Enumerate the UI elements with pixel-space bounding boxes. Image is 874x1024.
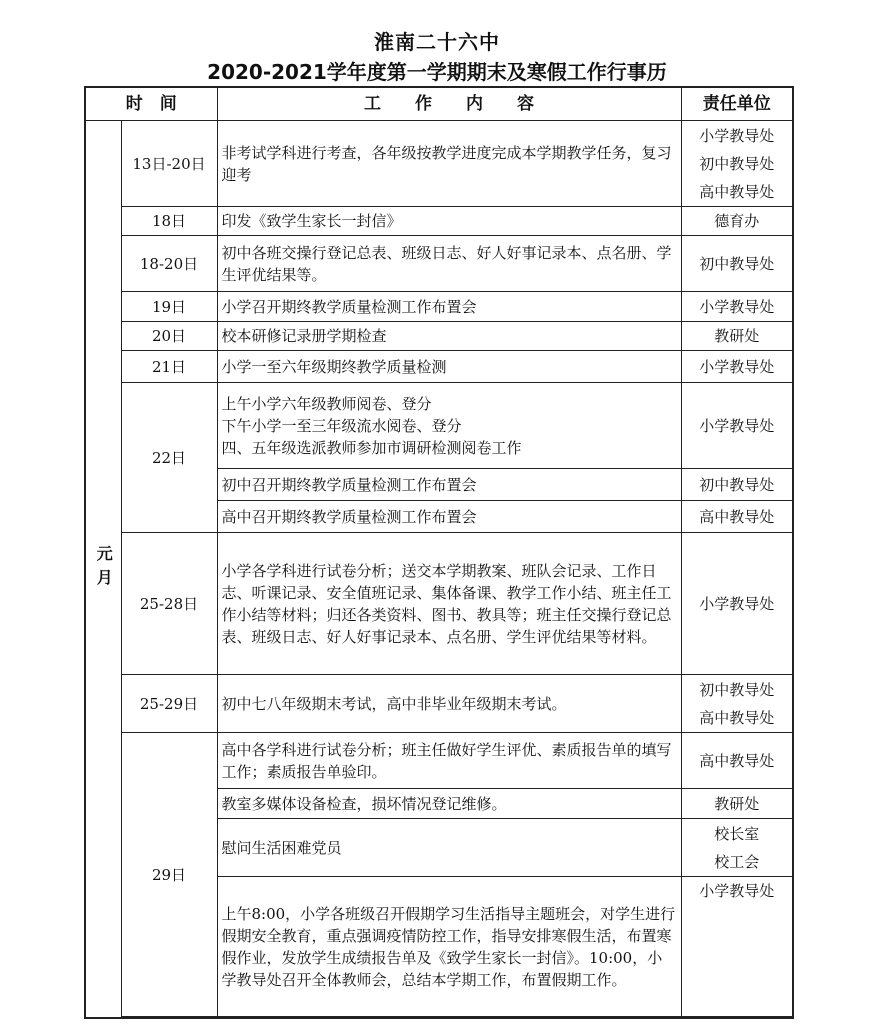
- dept-label: 高中教导处: [699, 182, 775, 201]
- month-label: 元月: [94, 545, 114, 593]
- table-row: [85, 236, 793, 292]
- dept-label: 高中教导处: [699, 507, 775, 526]
- dept-label: 小学教导处: [699, 416, 775, 435]
- date-cell: 21日: [121, 351, 217, 383]
- dept-label: 初中教导处: [699, 254, 775, 273]
- dept-cell: [681, 322, 793, 351]
- dept-label: 校长室: [714, 824, 760, 843]
- dept-label: 高中教导处: [699, 708, 775, 727]
- content-cell: 小学召开期终教学质量检测工作布置会: [217, 292, 681, 322]
- dept-cell: [681, 877, 793, 1017]
- date-cell: 18日: [121, 207, 217, 236]
- table-row: [85, 322, 793, 351]
- content-cell: 高中各学科进行试卷分析；班主任做好学生评优、素质报告单的填写工作；素质报告单验印。: [217, 733, 681, 789]
- dept-label: 小学教导处: [699, 297, 775, 316]
- content-cell: [217, 383, 681, 469]
- dept-cell: [681, 207, 793, 236]
- content-cell: 高中召开期终教学质量检测工作布置会: [217, 501, 681, 533]
- content-cell: 初中召开期终教学质量检测工作布置会: [217, 469, 681, 501]
- dept-cell: [681, 351, 793, 383]
- dept-cell: [681, 236, 793, 292]
- content-cell: 校本研修记录册学期检查: [217, 322, 681, 351]
- content-line: 下午小学一至三年级流水阅卷、登分: [221, 416, 462, 435]
- date-cell: 18-20日: [121, 236, 217, 292]
- dept-label: 小学教导处: [699, 882, 775, 900]
- dept-cell: [681, 383, 793, 469]
- dept-label: 小学教导处: [699, 594, 775, 613]
- content-line: 上午小学六年级教师阅卷、登分: [221, 394, 432, 413]
- table-row: [85, 733, 793, 789]
- dept-cell: [681, 121, 793, 207]
- content-cell: 慰问生活困难党员: [217, 819, 681, 877]
- content-cell: 非考试学科进行考查，各年级按教学进度完成本学期教学任务，复习迎考: [217, 121, 681, 207]
- content-cell: 上午8:00，小学各班级召开假期学习生活指导主题班会，对学生进行假期安全教育，重点强调疫情防控工作，指导安排寒假生活，布置寒假作业，发放学生成绩报告单及《致学生家长一封信》。10:00，小学教导处召开全体教师会，总结本学期工作，布置假期工作。: [217, 877, 681, 1017]
- table-row: [85, 675, 793, 733]
- content-cell: 初中七八年级期末考试，高中非毕业年级期末考试。: [217, 675, 681, 733]
- header-content: 工 作 内 容: [217, 87, 681, 121]
- dept-label: 德育办: [714, 212, 760, 230]
- filler: [121, 1017, 217, 1019]
- document-title: 淮南二十六中: [374, 30, 500, 54]
- header-row: [85, 87, 793, 121]
- dept-cell: [681, 733, 793, 789]
- dept-label: 校工会: [714, 852, 760, 871]
- content-line: 四、五年级选派教师参加市调研检测阅卷工作: [221, 438, 522, 457]
- dept-label: 高中教导处: [699, 751, 775, 770]
- dept-label: 初中教导处: [699, 680, 775, 699]
- date-cell: 20日: [121, 322, 217, 351]
- content-cell: 印发《致学生家长一封信》: [217, 207, 681, 236]
- date-cell: 25-28日: [121, 533, 217, 675]
- dept-cell: [681, 469, 793, 501]
- dept-cell: [681, 789, 793, 819]
- dept-label: 小学教导处: [699, 357, 775, 376]
- dept-cell: [681, 501, 793, 533]
- date-cell: 25-29日: [121, 675, 217, 733]
- dept-cell: [681, 292, 793, 322]
- date-cell: 22日: [121, 383, 217, 533]
- dept-label: 教研处: [714, 327, 760, 345]
- table-row: [85, 383, 793, 469]
- schedule-table: [84, 86, 794, 1019]
- content-cell: 初中各班交操行登记总表、班级日志、好人好事记录本、点名册、学生评优结果等。: [217, 236, 681, 292]
- table-row: [85, 207, 793, 236]
- header-time: 时 间: [85, 87, 217, 121]
- content-cell: 小学各学科进行试卷分析；送交本学期教案、班队会记录、工作日志、听课记录、安全值班记录、集体备课、教学工作小结、班主任工作小结等材料；归还各类资料、图书、教具等；班主任交操行登记总表、班级日志、好人好事记录本、点名册、学生评优结果等材料。: [217, 533, 681, 675]
- month-cell: [85, 121, 121, 1019]
- table-row: [85, 533, 793, 675]
- table-row: [85, 121, 793, 207]
- document-subtitle: 2020-2021学年度第一学期期末及寒假工作行事历: [207, 60, 667, 84]
- date-cell: 29日: [121, 733, 217, 1017]
- dept-cell: [681, 675, 793, 733]
- dept-cell: [681, 533, 793, 675]
- table-row: [85, 292, 793, 322]
- dept-label: 教研处: [714, 794, 760, 813]
- date-cell: 19日: [121, 292, 217, 322]
- dept-label: 初中教导处: [699, 154, 775, 173]
- date-cell: 13日-20日: [121, 121, 217, 207]
- content-cell: 教室多媒体设备检查，损坏情况登记维修。: [217, 789, 681, 819]
- content-cell: 小学一至六年级期终教学质量检测: [217, 351, 681, 383]
- dept-label: 初中教导处: [699, 475, 775, 494]
- dept-label: 小学教导处: [699, 126, 775, 145]
- dept-cell: [681, 819, 793, 877]
- header-dept: 责任单位: [681, 87, 793, 121]
- table-row: [85, 351, 793, 383]
